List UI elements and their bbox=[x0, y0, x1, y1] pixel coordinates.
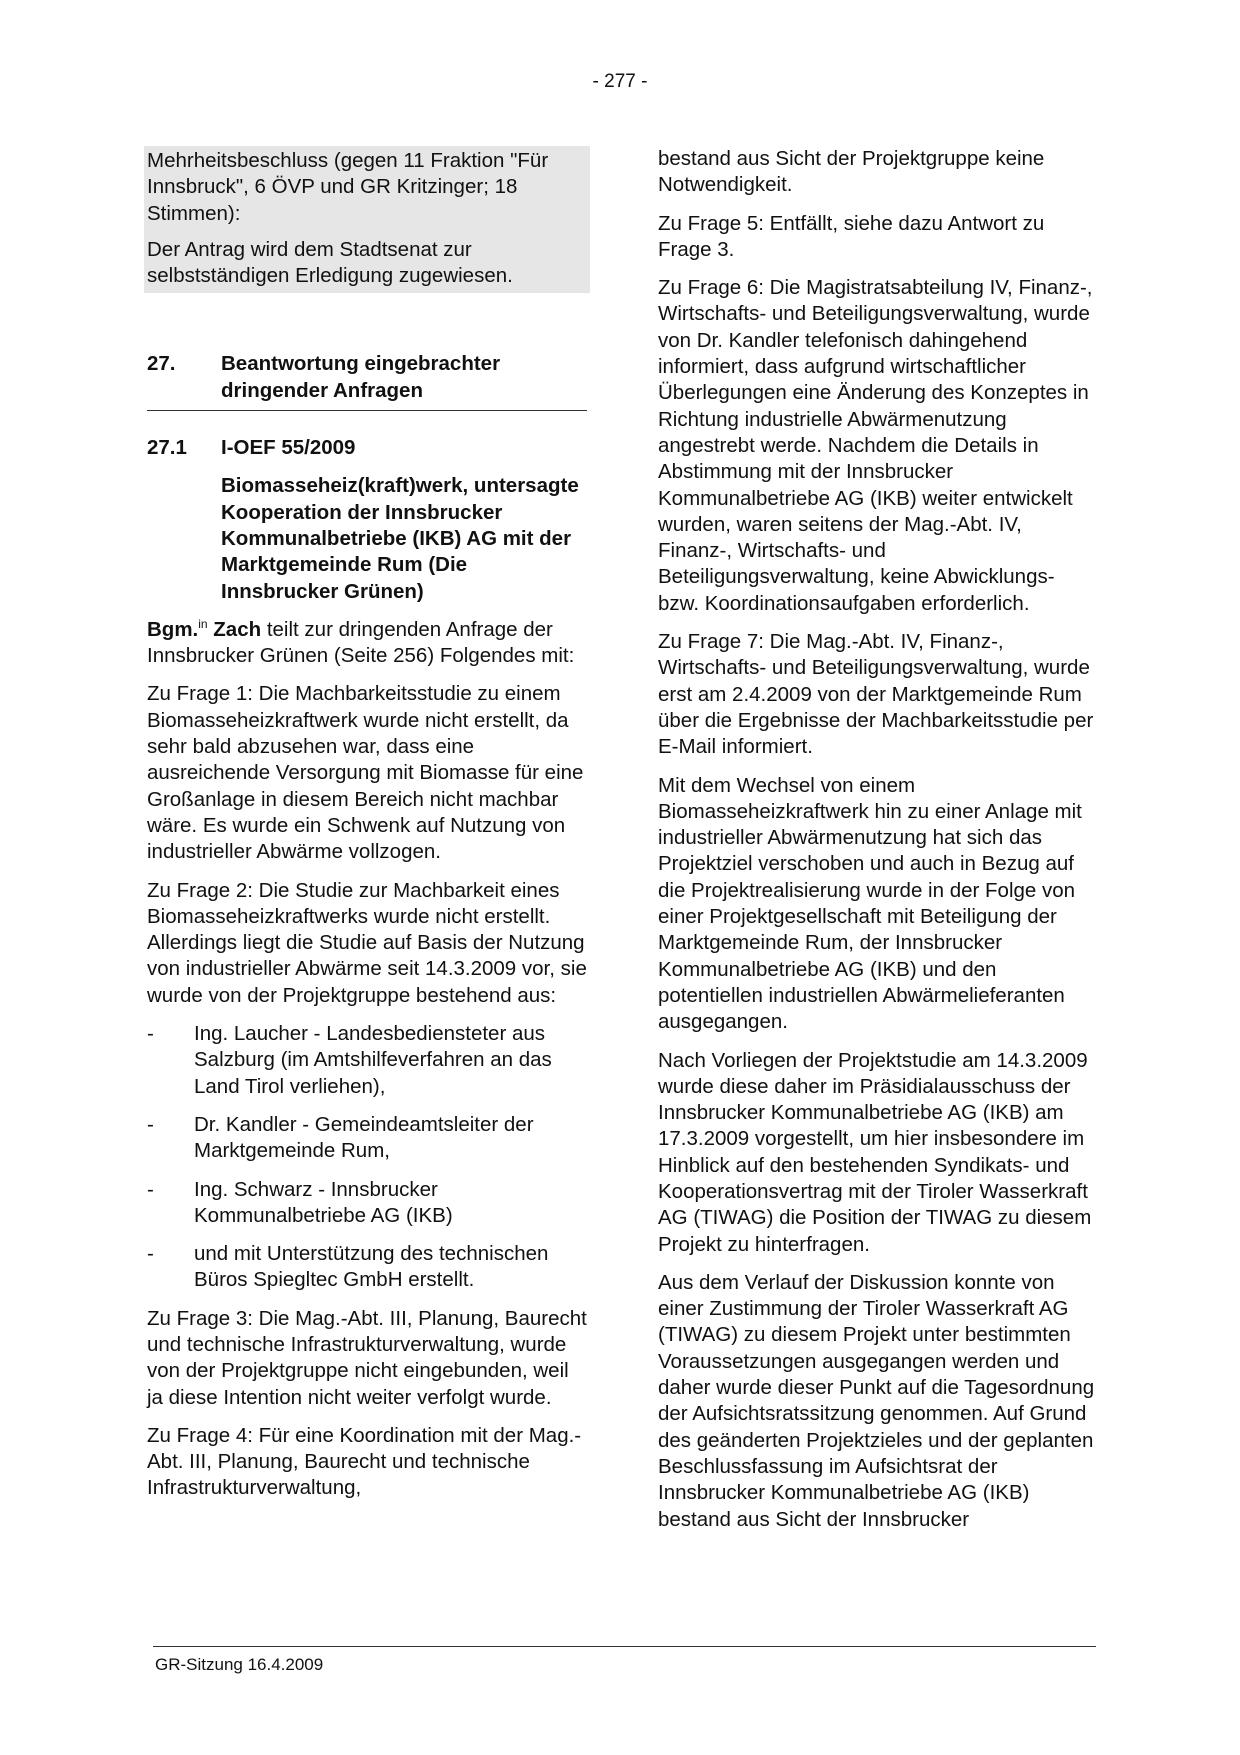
answer-paragraph: bestand aus Sicht der Projektgruppe keine Notwendigkeit. bbox=[658, 147, 1045, 197]
subsection-number: 27.1 bbox=[147, 436, 187, 460]
answer-paragraph: Aus dem Verlauf der Diskussion konnte von einer Zustimmung der Tiroler Wasserkraft AG (TIWAG) zu diesem Projekt unter bestimmten Voraussetzungen ausgegangen werden und daher wurde dieser Punkt auf die Tagesordnung der Aufsichtsratssitzung genommen. Auf Grund des geänderten Projektzieles und der geplanten Beschlussfassung im Aufsichtsrat der Innsbrucker Kommunalbetriebe AG (IKB) bestand aus Sicht der Innsbrucker bbox=[658, 1270, 1095, 1531]
intro-paragraph bbox=[147, 617, 587, 670]
answer-paragraph: Zu Frage 4: Für eine Koordination mit der Mag.-Abt. III, Planung, Baurecht und technische Infrastrukturverwaltung, bbox=[147, 1423, 582, 1500]
speaker-sup: in bbox=[198, 616, 208, 631]
list-item bbox=[147, 1241, 587, 1294]
answer-paragraph: Zu Frage 7: Die Mag.-Abt. IV, Finanz-, Wirtschafts- und Beteiligungsverwaltung, wurde erst am 2.4.2009 von der Marktgemeinde Rum über die Ergebnisse der Machbarkeitsstudie per E-Mail informiert. bbox=[658, 630, 1094, 759]
right-column bbox=[658, 146, 1098, 1545]
resolution-box bbox=[144, 146, 590, 293]
answer-paragraph: Zu Frage 1: Die Machbarkeitsstudie zu einem Biomasseheizkraftwerk wurde nicht erstellt, da sehr bald abzusehen war, dass eine ausreichende Versorgung mit Biomasse für eine Großanlage in diesem Bereich nicht machbar wäre. Es wurde ein Schwenk auf Nutzung von industrieller Abwärme vollzogen. bbox=[147, 682, 584, 864]
list-item-text: Ing. Laucher - Landesbediensteter aus Salzburg (im Amtshilfeverfahren an das Land Tirol verliehen), bbox=[194, 1022, 552, 1098]
resolution-result: Der Antrag wird dem Stadtsenat zur selbstständigen Erledigung zugewiesen. bbox=[147, 237, 513, 288]
page-number: - 277 - bbox=[592, 71, 648, 92]
resolution-vote: Mehrheitsbeschluss (gegen 11 Fraktion "Für Innsbruck", 6 ÖVP und GR Kritzinger; 18 Stimmen): bbox=[147, 149, 549, 225]
list-item bbox=[147, 1112, 587, 1165]
section-number: 27. bbox=[147, 352, 176, 376]
speaker-prefix: Bgm. bbox=[147, 617, 199, 641]
list-item bbox=[147, 1177, 587, 1230]
answer-paragraph: Zu Frage 2: Die Studie zur Machbarkeit eines Biomasseheizkraftwerks wurde nicht erstellt. Allerdings liegt die Studie auf Basis der Nutzung von industrieller Abwärme seit 14.3.2009 vor, sie wurde von der Projektgruppe bestehend aus: bbox=[147, 878, 587, 1007]
answer-paragraph: Zu Frage 6: Die Magistratsabteilung IV, Finanz-, Wirtschafts- und Beteiligungsverwaltung, wurde von Dr. Kandler telefonisch dahingehend informiert, dass aufgrund wirtschaftlicher Überlegungen eine Änderung des Konzeptes in Richtung industrielle Abwärmenutzung angestrebt werde. Nachdem die Details in Abstimmung mit der Innsbrucker Kommunalbetriebe AG (IKB) weiter entwickelt wurden, waren seitens der Mag.-Abt. IV, Finanz-, Wirtschafts- und Beteiligungsverwaltung, keine Abwicklungs- bzw. Koordinationsaufgaben erforderlich. bbox=[658, 276, 1093, 615]
subsection-title: Biomasseheiz(kraft)werk, untersagte Kooperation der Innsbrucker Kommunalbetriebe (IKB) AG mit der Marktgemeinde Rum (Die Innsbrucker Grünen) bbox=[221, 474, 579, 603]
footer-text: GR-Sitzung 16.4.2009 bbox=[155, 1655, 324, 1674]
project-group-list bbox=[147, 1021, 587, 1294]
list-item-text: und mit Unterstützung des technischen Büros Spiegltec GmbH erstellt. bbox=[194, 1242, 549, 1292]
bullet-dash: - bbox=[147, 1242, 154, 1266]
answer-paragraph: Mit dem Wechsel von einem Biomasseheizkraftwerk hin zu einer Anlage mit industrieller Abwärmenutzung hat sich das Projektziel verschoben und auch in Bezug auf die Projektrealisierung wurde in der Folge von einer Projektgesellschaft mit Beteiligung der Marktgemeinde Rum, der Innsbrucker Kommunalbetriebe AG (IKB) und den potentiellen industriellen Abwärmelieferanten ausgegangen. bbox=[658, 773, 1082, 1034]
section-title: Beantwortung eingebrachter dringender Anfragen bbox=[221, 352, 501, 402]
bullet-dash: - bbox=[147, 1177, 154, 1201]
bullet-dash: - bbox=[147, 1112, 154, 1136]
list-item bbox=[147, 1021, 587, 1100]
answer-paragraph: Nach Vorliegen der Projektstudie am 14.3.2009 wurde diese daher im Präsidialausschuss der Innsbrucker Kommunalbetriebe AG (IKB) am 17.3.2009 vorgestellt, um hier insbesondere im Hinblick auf den bestehenden Syndikats- und Kooperationsvertrag mit der Tiroler Wasserkraft AG (TIWAG) die Position der TIWAG zu diesem Projekt zu hinterfragen. bbox=[658, 1048, 1092, 1256]
list-item-text: Dr. Kandler - Gemeindeamtsleiter der Marktgemeinde Rum, bbox=[194, 1112, 534, 1163]
subsection-heading bbox=[147, 435, 587, 461]
answer-paragraph: Zu Frage 3: Die Mag.-Abt. III, Planung, Baurecht und technische Infrastrukturverwaltung, wurde von der Projektgruppe nicht eingebunden, weil ja diese Intention nicht weiter verfolgt wurde. bbox=[147, 1306, 587, 1409]
subsection-code: I-OEF 55/2009 bbox=[221, 436, 356, 460]
bullet-dash: - bbox=[147, 1022, 154, 1046]
intro-text: teilt zur dringenden Anfrage der Innsbrucker Grünen (Seite 256) Folgendes mit: bbox=[147, 617, 575, 668]
section-heading bbox=[147, 351, 587, 411]
left-column bbox=[147, 146, 587, 1514]
speaker-name: Zach bbox=[207, 617, 262, 641]
list-item-text: Ing. Schwarz - Innsbrucker Kommunalbetriebe AG (IKB) bbox=[194, 1177, 453, 1227]
footer-divider bbox=[153, 1646, 1096, 1647]
answer-paragraph: Zu Frage 5: Entfällt, siehe dazu Antwort zu Frage 3. bbox=[658, 211, 1045, 261]
